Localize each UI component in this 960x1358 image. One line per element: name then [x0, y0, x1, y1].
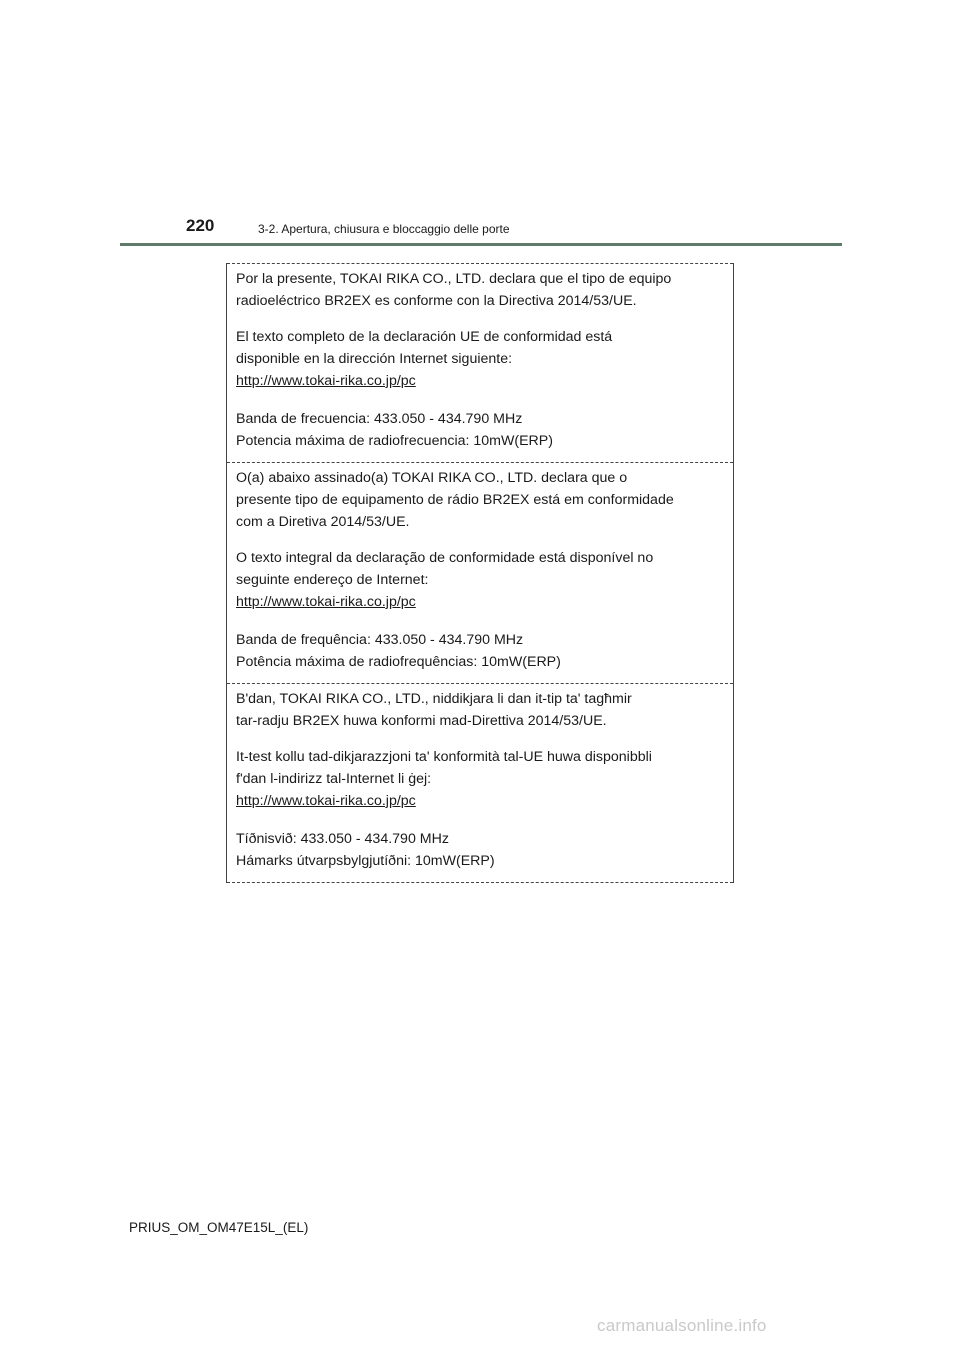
availability-line: f'dan l-indirizz tal-Internet li ġej: [236, 771, 432, 787]
availability-line: El texto completo de la declaración UE de conformidad está [236, 329, 613, 345]
watermark: carmanualsonline.info [597, 1316, 767, 1335]
frequency-band: Banda de frequência: 433.050 - 434.790 MHz [236, 632, 524, 648]
declaration-box [226, 263, 734, 883]
declaration-line: tar-radju BR2EX huwa konformi mad-Direttiva 2014/53/UE. [236, 713, 607, 729]
declaration-url-link[interactable]: http://www.tokai-rika.co.jp/pc [236, 793, 416, 809]
declaration-url-link[interactable]: http://www.tokai-rika.co.jp/pc [236, 373, 416, 389]
document-code: PRIUS_OM_OM47E15L_(EL) [129, 1220, 309, 1235]
declaration-maltese [227, 683, 733, 883]
frequency-band: Banda de frecuencia: 433.050 - 434.790 MHz [236, 411, 523, 427]
declaration-spanish [227, 263, 733, 462]
page-number: 220 [186, 216, 215, 235]
max-power: Potencia máxima de radiofrecuencia: 10mW(ERP) [236, 433, 553, 449]
declaration-line: B'dan, TOKAI RIKA CO., LTD., niddikjara li dan it-tip ta' tagħmir [236, 691, 632, 707]
max-power: Hámarks útvarpsbylgjutíðni: 10mW(ERP) [236, 853, 495, 869]
declaration-line: radioeléctrico BR2EX es conforme con la Directiva 2014/53/UE. [236, 293, 637, 309]
declaration-portuguese [227, 462, 733, 683]
declaration-line: Por la presente, TOKAI RIKA CO., LTD. declara que el tipo de equipo [236, 271, 672, 287]
availability-line: It-test kollu tad-dikjarazzjoni ta' konformità tal-UE huwa disponibbli [236, 749, 652, 765]
declaration-line: O(a) abaixo assinado(a) TOKAI RIKA CO., LTD. declara que o [236, 470, 628, 486]
availability-line: seguinte endereço de Internet: [236, 572, 429, 588]
declaration-line: presente tipo de equipamento de rádio BR2EX está em conformidade [236, 492, 674, 508]
availability-line: disponible en la dirección Internet siguiente: [236, 351, 513, 367]
declaration-url-link[interactable]: http://www.tokai-rika.co.jp/pc [236, 594, 416, 610]
section-title: 3-2. Apertura, chiusura e bloccaggio delle porte [258, 222, 510, 236]
declaration-line: com a Diretiva 2014/53/UE. [236, 514, 410, 530]
header-divider [120, 243, 842, 246]
availability-line: O texto integral da declaração de conformidade está disponível no [236, 550, 654, 566]
max-power: Potência máxima de radiofrequências: 10mW(ERP) [236, 654, 561, 670]
frequency-band: Tíðnisvið: 433.050 - 434.790 MHz [236, 831, 449, 847]
